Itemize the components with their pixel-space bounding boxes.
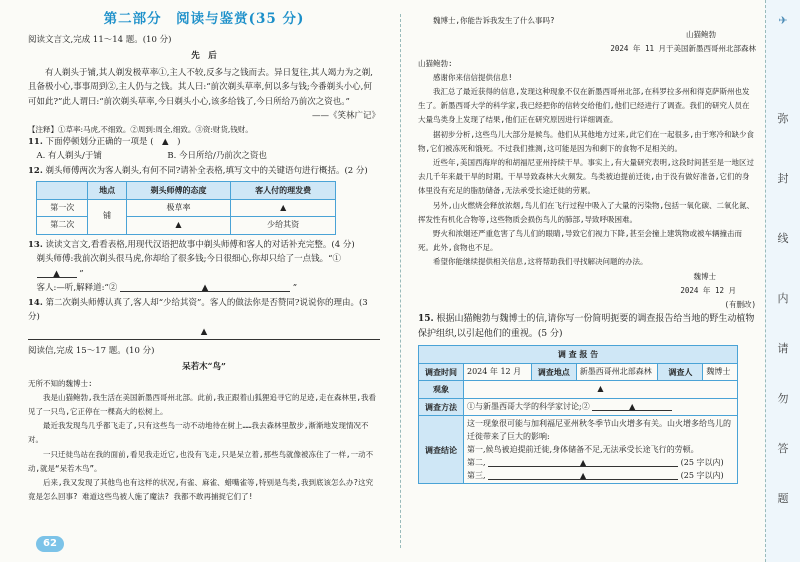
report-method-label: 调查方法 [419, 398, 464, 416]
question-12 [28, 164, 380, 179]
seal-char: 封 [777, 172, 789, 185]
q14-number: 14. [28, 297, 43, 308]
reply-paragraph: 我汇总了最近获得的信息,发现这种现象不仅在新墨西哥州北部,在科罗拉多州和得克萨斯州也发生了。新墨西哥大学的科学家,我已经把你的信转交给他们,他们已经进行了调查。我们的研究人员在大量鸟类身上发现了结果,他们正在研究原因进行详细调查。 [418, 87, 750, 125]
report-third-note: (25 字以内) [680, 471, 724, 481]
answer-blank[interactable]: ▲ [592, 400, 672, 411]
q15-text: 根据山猫鲍勃与魏博士的信,请你写一份简明扼要的调查报告给当地的野生动植物保护组织,以引起他们的重视。(5 分) [418, 314, 755, 340]
q13-text: 读读文言文,看看表格,用现代汉语把故事中剃头师傅和客人的对话补充完整。(4 分) [45, 239, 355, 250]
seal-char: 线 [777, 232, 789, 245]
report-place-label: 调查地点 [531, 363, 576, 381]
reply-paragraph: 另外,山火燃烧会释放浓烟,鸟儿们在飞行过程中吸入了大量的污染物,包括一氧化碳、二氧化氮、挥发性有机化合物等,这些物质会损伤鸟儿的肺部,导致呼吸困难。 [418, 200, 755, 224]
q13-line2-end: ” [292, 283, 298, 293]
left-column [28, 0, 380, 562]
page-number: 62 [36, 536, 64, 552]
letter-salutation: 无所不知的魏博士: [28, 378, 93, 388]
reply-note: (有删改) [724, 300, 756, 310]
question-11 [28, 135, 380, 150]
q14-blank: ▲ [200, 326, 208, 337]
report-time-value: 2024 年 12 月 [464, 363, 532, 381]
q12-table [36, 181, 336, 235]
reply-paragraph: 希望你能继续提供相关信息,这将帮助我们寻找解决问题的办法。 [433, 257, 648, 267]
q11-answer-blank[interactable]: ( ▲ ) [150, 136, 181, 147]
table-cell: 第二次 [37, 217, 88, 235]
letter-paragraph: 后来,我又发现了其他鸟也有这样的状况,有雀、麻雀、蜡嘴雀等,特别是鸟类,我到底该怎么办?这究竟是怎么回事? 难道这些鸟被人施了魔法? 我都不敢再捕捉它们了! [28, 477, 374, 502]
q13-blank-1[interactable]: ▲ [37, 267, 77, 278]
question-14 [28, 296, 380, 325]
answer-blank[interactable]: ▲ [488, 456, 678, 467]
letter-date: 2024 年 11 月于美国新墨西哥州北部森林 [610, 44, 756, 54]
table-row [419, 381, 738, 399]
q11-option-b: B. 今日所给/乃前次之资也 [167, 151, 267, 161]
report-place-value: 新墨西哥州北部森林 [576, 363, 658, 381]
letter-continued [418, 14, 756, 312]
q11-options [28, 149, 380, 164]
classical-title: 先 后 [191, 51, 217, 61]
report-conclusion-first: 第一,候鸟被迫提前迁徙,身体储备不足,无法承受长途飞行的劳顿。 [467, 445, 699, 455]
table-row [37, 199, 336, 217]
q12-header-cell: 地点 [88, 182, 126, 200]
report-conclusion-cell [464, 416, 738, 484]
q12-text: 剃头师傅两次为客人剃头,有何不同?请补全表格,填写文中的关键语句进行概括。(2 分) [45, 165, 368, 176]
seal-char: 答 [777, 442, 789, 455]
q12-table-header [37, 182, 336, 200]
table-row [419, 363, 738, 381]
q14-answer-line[interactable] [28, 325, 380, 340]
reply-paragraph: 近些年,美国西海岸的和胡福尼亚州持续干旱。事实上,有大量研究表明,这段时间甚至是一地区过去几千年来最干旱的时期。干旱导致森林大火频发。鸟类被迫提前迁徙,由于没有做好准备,它们的身体里没有充足的脂肪储备,无法承受长途迁徙的劳累。 [418, 158, 755, 196]
report-person-value: 魏博士 [703, 363, 738, 381]
answer-blank[interactable]: ▲ [231, 199, 336, 217]
table-row [37, 217, 336, 235]
q13-line1-end: ” [79, 268, 84, 279]
q11-number: 11. [28, 136, 43, 147]
table-cell: 极草率 [126, 199, 231, 217]
q13-line2-text: 客人:—听,解释道:“② [36, 283, 118, 293]
q13-blank-2[interactable]: ▲ [120, 281, 290, 292]
q12-number: 12. [28, 165, 43, 176]
q12-header-cell: 客人付的理发费 [231, 182, 336, 200]
reply-signature: 魏博士 [693, 271, 716, 281]
classical-paragraph: 有人剃头于铺,其人剃发极草率①,主人不较,反多与之钱而去。异日复往,其人竭力为之剃,且备极小心,事事周到②,主人仍与之钱。其人曰:“前次剃头草率,何以多与钱;今番剃头小心,何可如此?”此人谓曰:“前次剃头草率,今日剃头小心,该多给钱了,今日所给乃前次之资也。” [28, 67, 374, 107]
report-second-note: (25 字以内) [680, 458, 724, 468]
q13-line1-text: 剃头师傅:我前次剃头很马虎,你却给了很多钱;今日很细心,你却只给了一点钱。“① [36, 254, 341, 264]
letter-paragraph: 最近我发现鸟几乎都飞走了,只有这些鸟一动不动地待在树上……我去森林里散步,渐渐地发现情况不对。 [28, 421, 369, 445]
answer-blank[interactable]: ▲ [126, 217, 231, 235]
report-conclusion-third [467, 469, 734, 482]
reply-paragraph: 野火和浓烟还严重危害了鸟儿们的眼睛,导致它们视力下降,甚至会撞上建筑物或被车辆撞击而死。此外,食物也不足。 [418, 229, 743, 253]
right-column [418, 0, 756, 562]
seal-char: 题 [777, 492, 789, 505]
q11-text: 下面停顿划分正确的一项是 [45, 136, 148, 147]
report-conclusion-second [467, 456, 734, 469]
question-15 [418, 312, 756, 342]
report-object-label: 观象 [419, 381, 464, 399]
q15-number: 15. [418, 314, 434, 325]
table-cell: 少给其资 [231, 217, 336, 235]
report-caption: 调 查 报 告 [419, 346, 738, 364]
q13-line1 [28, 252, 380, 281]
reply-greeting: 感谢你来信信提供信息! [433, 72, 513, 82]
report-method-cell [464, 398, 738, 416]
report-second-label: 第二, [467, 458, 486, 468]
rocket-icon: ✈ [778, 14, 788, 27]
q13-number: 13. [28, 239, 43, 250]
column-divider [400, 14, 401, 548]
q12-header-cell: 剃头师傅的态度 [126, 182, 231, 200]
table-row [419, 398, 738, 416]
answer-blank[interactable]: ▲ [488, 469, 678, 480]
question-13 [28, 238, 380, 253]
seal-char: 勿 [777, 392, 789, 405]
report-conclusion-label: 调查结论 [419, 416, 464, 484]
report-third-label: 第三, [467, 471, 486, 481]
answer-blank[interactable]: ▲ [464, 381, 738, 399]
survey-report-table [418, 345, 738, 484]
table-cell: 铺 [88, 199, 126, 234]
letter-signature: 山猫鲍勃 [686, 30, 716, 40]
q14-text: 第二次剃头师傅认真了,客人却“少给其资”。客人的做法你是否赞同?说说你的理由。(3 分) [28, 297, 368, 322]
classical-instruction: 阅读文言文,完成 11～14 题。(10 分) [28, 34, 172, 45]
section-title: 第二部分 阅读与鉴赏(35 分) [103, 11, 305, 27]
report-conclusion-intro: 这一现象很可能与加利福尼亚州秋冬季节山火增多有关。山火增多给鸟儿的迁徙带来了巨大的影响: [467, 419, 731, 442]
letter-closing-line: 魏博士,你能告诉我发生了什么事吗? [433, 16, 555, 25]
q11-option-a: A. 有人剃头/于铺 [36, 151, 102, 161]
classical-note: 【注释】①草率:马虎,不细致。②周到:周全,细致。③资:财货,钱财。 [28, 124, 253, 134]
letter-paragraph: 我是山猫鲍勃,我生活在美国新墨西哥州北部。此前,我正跟着山狐狸追寻它的足迹,走在森林里,我看见了一只鸟,它正停在一棵高大的松树上。 [28, 392, 377, 416]
reply-date: 2024 年 12 月 [680, 285, 736, 295]
letter-paragraph: 一只迁徙鸟站在我的面前,看见我走近它,也没有飞走,只是呆立着,那些鸟就像被冻住了一样,一动不动,就是“呆若木鸟”。 [28, 449, 374, 473]
seal-char: 请 [777, 342, 789, 355]
report-time-label: 调查时间 [419, 363, 464, 381]
q13-line2 [28, 281, 380, 296]
report-person-label: 调查人 [658, 363, 703, 381]
table-row [419, 416, 738, 484]
seal-char: 弥 [777, 112, 789, 125]
letter-title: 呆若木“鸟” [182, 362, 226, 372]
reply-paragraph: 据初步分析,这些鸟儿大部分是候鸟。他们从其他地方过来,此它们在一起很多,由于寒冷和缺少食物,它们被冻死和饿死。不过我们推测,这可能是因为和剩下的食物不足相关的。 [418, 129, 755, 153]
reply-salutation: 山猫鲍勃: [418, 58, 453, 68]
q12-header-cell [37, 182, 88, 200]
letter-1 [28, 377, 380, 505]
seal-line-strip [765, 0, 800, 562]
classical-source: ——《笑林广记》 [311, 111, 380, 121]
report-method-text: ①与新墨西哥大学的科学家讨论;② [467, 401, 590, 411]
seal-char: 内 [777, 292, 789, 305]
table-cell: 第一次 [37, 199, 88, 217]
letter-instruction: 阅读信,完成 15～17 题。(10 分) [28, 345, 155, 356]
